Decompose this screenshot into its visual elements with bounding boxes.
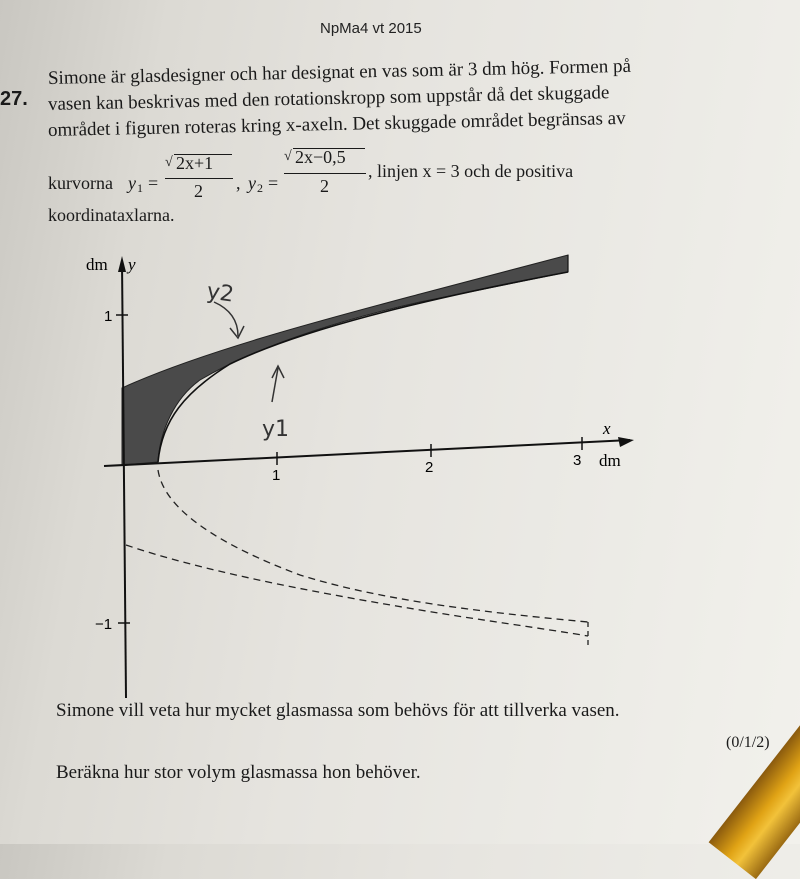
x-axis	[104, 440, 630, 466]
formula-line: kurvorna y 1 = √ 2x+1 2 , y 2 = √ 2x−0,5 2 , linjen x = 3 och de positiva	[48, 147, 574, 201]
y2-label: y	[248, 173, 256, 193]
y1-subscript: 1	[137, 181, 143, 195]
formula-prefix: kurvorna	[48, 173, 113, 193]
handwritten-arrow-y2	[214, 302, 238, 336]
y2-numerator: 2x−0,5	[295, 147, 346, 167]
x-tick-1: 1	[272, 467, 281, 484]
question-text: Simone vill veta hur mycket glasmassa som behövs för att tillverka vasen.	[56, 700, 620, 721]
problem-text-line-1: Simone är glasdesigner och har designat en vas som är 3 dm hög. Formen på	[47, 55, 632, 89]
y-axis-unit: dm	[86, 255, 108, 274]
task-text: Beräkna hur stor volym glasmassa hon behöver.	[56, 762, 421, 783]
problem-text-line-5: koordinataxlarna.	[48, 205, 175, 225]
dashed-y1-mirror	[158, 470, 588, 622]
y2-denominator: 2	[320, 176, 329, 196]
y-tick-neg1: −1	[95, 616, 113, 633]
handwritten-y1: y1	[262, 417, 290, 442]
problem-text-line-2: vasen kan beskrivas med den rotationskropp som uppstår då det skuggade	[47, 82, 610, 115]
y2-subscript: 2	[257, 181, 263, 195]
x-tick-3: 3	[573, 452, 582, 469]
y1-denominator: 2	[194, 181, 203, 201]
y1-label: y	[128, 173, 136, 193]
x-axis-arrow	[618, 437, 634, 447]
x-axis-label: x	[603, 419, 611, 438]
page-header: NpMa4 vt 2015	[320, 20, 422, 37]
problem-text-line-3: området i figuren roteras kring x-axeln. Det skuggade området begränsas av	[47, 107, 626, 141]
x-axis-unit: dm	[599, 451, 621, 470]
formula-comma: ,	[236, 173, 241, 193]
points-label: (0/1/2)	[726, 734, 770, 751]
y-tick-1: 1	[104, 308, 113, 325]
formula-suffix: , linjen x = 3 och de positiva	[368, 161, 574, 181]
shaded-region	[122, 255, 568, 465]
y-axis-label: y	[128, 255, 136, 274]
handwritten-y2: y2	[205, 279, 236, 308]
y1-numerator: 2x+1	[176, 153, 214, 173]
y-axis-arrow	[118, 256, 126, 272]
x-tick-2: 2	[425, 459, 434, 476]
problem-number: 27.	[0, 88, 28, 110]
y-axis	[122, 262, 126, 698]
